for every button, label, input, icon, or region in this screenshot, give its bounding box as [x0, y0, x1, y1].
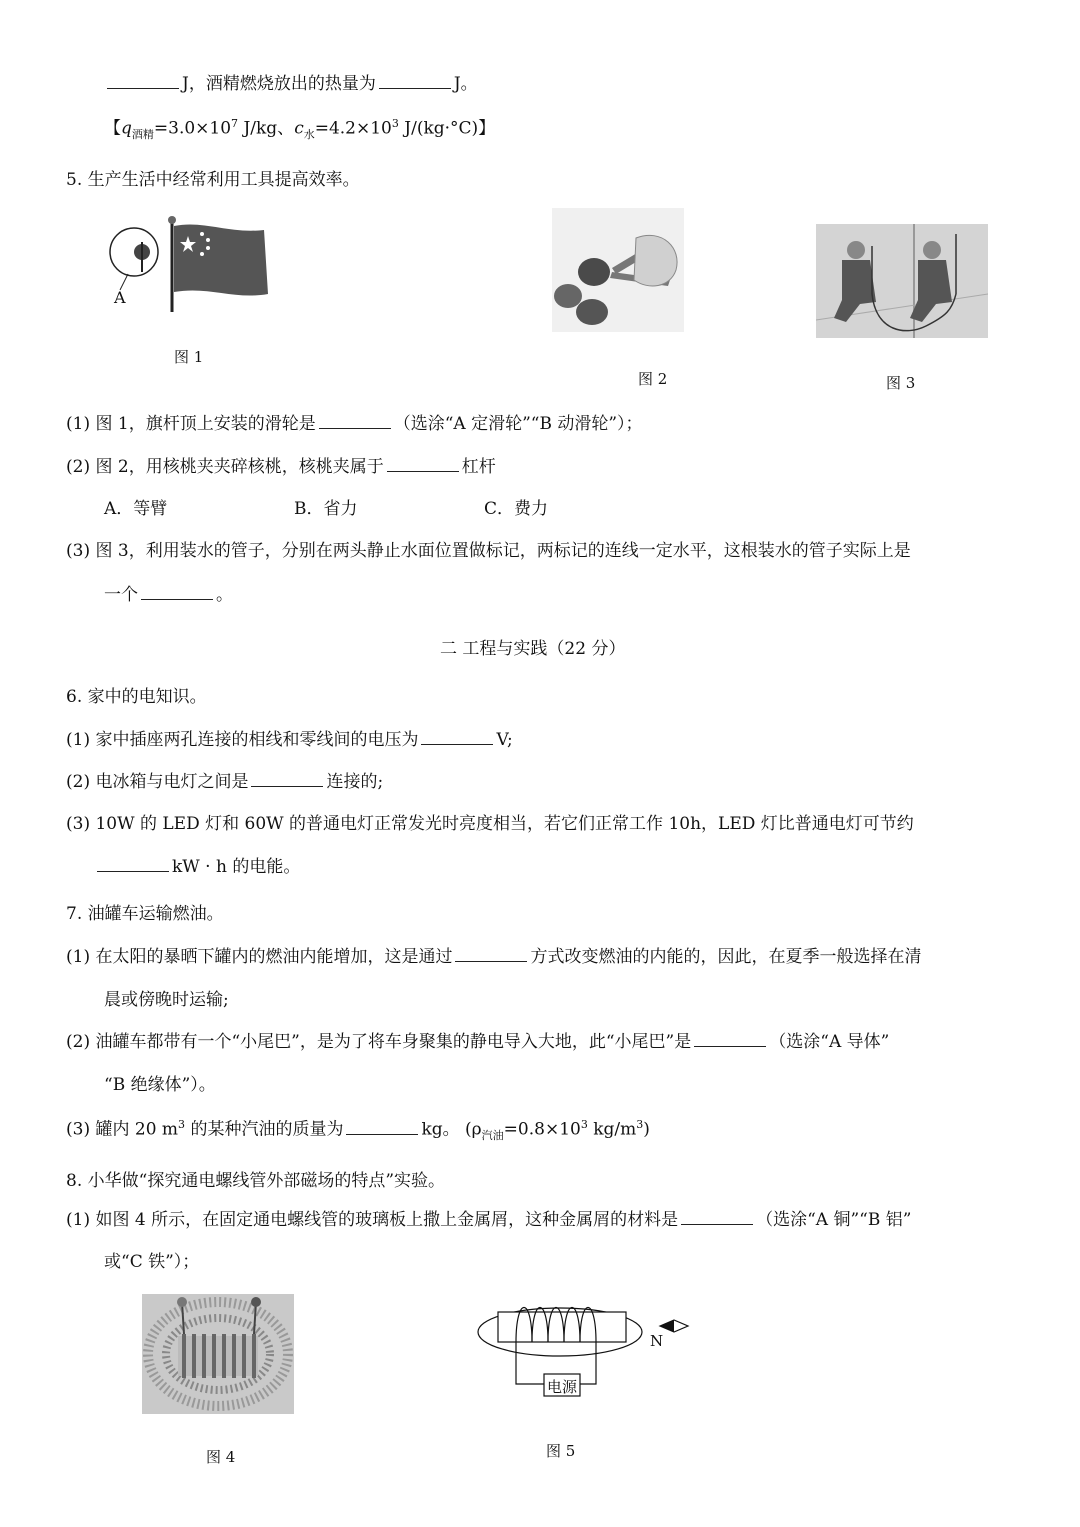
bracket-close: 】 — [478, 118, 496, 139]
figure-5-power-source-label: 电源 — [547, 1378, 578, 1396]
density-unit-exponent: 3 — [636, 1118, 644, 1131]
answer-blank[interactable] — [387, 470, 459, 472]
figure-5-solenoid-circuit — [474, 1288, 698, 1408]
answer-blank[interactable] — [455, 960, 527, 962]
q7-part3-mid: 的某种汽油的质量为 — [185, 1119, 344, 1140]
answer-blank[interactable] — [681, 1223, 753, 1225]
density-value: =0.8×10 — [503, 1119, 581, 1140]
c-value: =4.2×10 — [314, 118, 392, 139]
q-unit: J/kg、 — [238, 118, 295, 139]
q8-part1-line2: 或“C 铁”）； — [104, 1252, 200, 1272]
q7-part2-line2: “B 绝缘体”）。 — [104, 1075, 216, 1095]
c-exponent: 3 — [391, 117, 399, 130]
q6-part1-text: (1) 家中插座两孔连接的相线和零线间的电压为 — [66, 730, 419, 750]
answer-blank[interactable] — [97, 870, 169, 872]
q4-answer-line — [104, 76, 478, 93]
q5-option-b[interactable]: B．省力 — [294, 499, 358, 519]
q4-line1-mid: J，酒精燃烧放出的热量为 — [182, 74, 376, 94]
q7-part1-line1 — [66, 949, 921, 966]
q7-title: 7. 油罐车运输燃油。 — [66, 904, 224, 924]
q8-part1-text: (1) 如图 4 所示，在固定通电螺线管的玻璃板上撒上金属屑，这种金属屑的材料是 — [66, 1210, 679, 1230]
q7-part2-text: (2) 油罐车都带有一个“小尾巴”，是为了将车身聚集的静电导入大地，此“小尾巴”是 — [66, 1032, 692, 1052]
q5-part1-choices: （选涂“A 定滑轮”“B 动滑轮”）； — [393, 414, 643, 434]
answer-blank[interactable] — [694, 1045, 766, 1047]
figure-1-label-a: A — [114, 288, 126, 307]
q6-part2 — [66, 774, 383, 791]
q7-part1-rest: 方式改变燃油的内能的，因此，在夏季一般选择在清 — [530, 947, 922, 967]
q4-line1-end: J。 — [453, 74, 478, 94]
answer-blank[interactable] — [319, 427, 391, 429]
figure-2-nutcracker — [552, 208, 684, 332]
q6-part3-line1: (3) 10W 的 LED 灯和 60W 的普通电灯正常发光时亮度相当，若它们正常工作 10h，LED 灯比普通电灯可节约 — [66, 814, 914, 834]
q-exponent: 7 — [231, 117, 239, 130]
density-subscript: 汽油 — [481, 1129, 504, 1143]
figure-2-caption: 图 2 — [638, 370, 668, 388]
section-heading: 二 工程与实践（22 分） — [440, 639, 626, 659]
q8-part1-choices: （选涂“A 铜”“B 铝” — [756, 1210, 912, 1230]
density-exponent: 3 — [580, 1118, 588, 1131]
q5-part2 — [66, 459, 496, 476]
q7-part3-unit: kg。 (ρ — [421, 1119, 482, 1140]
q-subscript: 酒精 — [131, 128, 154, 142]
q6-part2-text: (2) 电冰箱与电灯之间是 — [66, 772, 249, 792]
q5-option-a[interactable]: A．等臂 — [104, 499, 168, 519]
q6-part1 — [66, 732, 513, 749]
figure-3-water-level-tube — [816, 224, 988, 338]
answer-blank[interactable] — [421, 743, 493, 745]
c-subscript: 水 — [303, 128, 315, 142]
volume-exponent: 3 — [178, 1118, 186, 1131]
answer-blank[interactable] — [251, 785, 323, 787]
q5-part1 — [66, 416, 643, 433]
q6-part3-unit: kW · h 的电能。 — [172, 857, 301, 877]
q5-title: 5. 生产生活中经常利用工具提高效率。 — [66, 170, 360, 190]
q7-part1-line2: 晨或傍晚时运输; — [104, 990, 229, 1010]
q7-part2-choices: （选涂“A 导体” — [769, 1032, 890, 1052]
q6-title: 6. 家中的电知识。 — [66, 687, 207, 707]
figure-5-needle-north-label: N — [650, 1332, 664, 1350]
c-unit: J/(kg·°C) — [398, 118, 479, 139]
q5-part3-line1: (3) 图 3，利用装水的管子，分别在两头静止水面位置做标记，两标记的连线一定水平，这根装水的管子实际上是 — [66, 541, 911, 561]
q4-constants — [104, 118, 495, 140]
c-symbol: c — [294, 118, 304, 139]
q5-part2-end: 杠杆 — [461, 457, 496, 477]
figure-4-caption: 图 4 — [206, 1448, 236, 1466]
figure-1-caption: 图 1 — [174, 348, 204, 366]
q5-part2-text: (2) 图 2，用核桃夹夹碎核桃，核桃夹属于 — [66, 457, 384, 477]
q7-part3-text: (3) 罐内 20 m — [66, 1119, 179, 1140]
figure-5-caption: 图 5 — [546, 1442, 576, 1460]
q8-part1-line1 — [66, 1212, 911, 1229]
bracket-open: 【 — [104, 118, 121, 139]
answer-blank[interactable] — [346, 1133, 418, 1135]
answer-blank[interactable] — [379, 87, 451, 89]
density-unit: kg/m — [587, 1119, 637, 1140]
paren-close: ) — [643, 1119, 650, 1140]
figure-3-caption: 图 3 — [886, 374, 916, 392]
q6-part1-unit: V; — [496, 730, 513, 750]
q6-part2-end: 连接的; — [326, 772, 384, 792]
q8-title: 8. 小华做“探究通电螺线管外部磁场的特点”实验。 — [66, 1171, 446, 1191]
answer-blank[interactable] — [141, 598, 213, 600]
figure-4-iron-filings — [142, 1294, 294, 1414]
figure-1-flag-pulley — [104, 212, 274, 312]
answer-blank[interactable] — [107, 87, 179, 89]
q-value: =3.0×10 — [153, 118, 232, 139]
q7-part1-text: (1) 在太阳的暴晒下罐内的燃油内能增加，这是通过 — [66, 947, 453, 967]
q5-part3-end: 。 — [216, 585, 233, 605]
q6-part3-line2 — [94, 859, 300, 876]
q5-part1-text: (1) 图 1，旗杆顶上安装的滑轮是 — [66, 414, 316, 434]
q5-part3-text: 一个 — [104, 585, 138, 605]
q5-option-c[interactable]: C．费力 — [484, 499, 549, 519]
q5-part3-line2 — [104, 587, 233, 604]
q7-part3 — [66, 1119, 650, 1141]
q-symbol: q — [121, 118, 132, 139]
q7-part2-line1 — [66, 1034, 889, 1051]
